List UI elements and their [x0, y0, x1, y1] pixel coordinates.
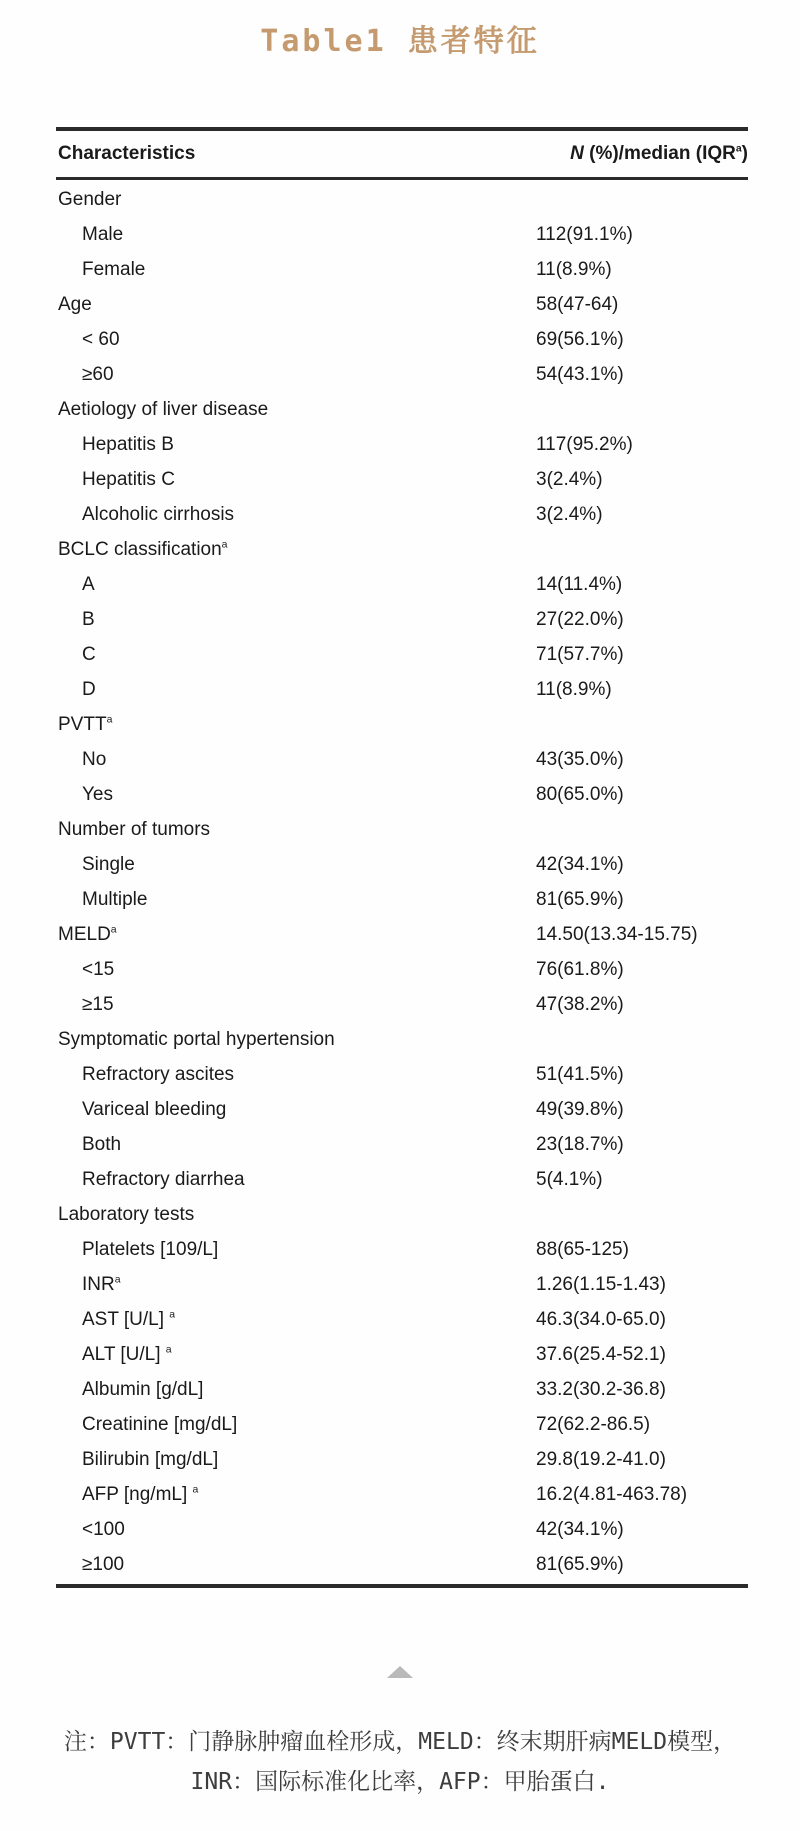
table-row — [56, 987, 748, 1022]
table-row — [56, 1022, 748, 1057]
table-row — [56, 1477, 748, 1512]
table-row — [56, 217, 748, 252]
table-row — [56, 1337, 748, 1372]
table-row — [56, 602, 748, 637]
row-superscript-a: a — [106, 714, 113, 726]
row-value: 42(34.1%) — [536, 853, 624, 875]
row-superscript-a: a — [169, 1309, 176, 1321]
row-label: Alcoholic cirrhosis — [82, 503, 235, 525]
row-label: Age — [58, 293, 92, 315]
row-value: 71(57.7%) — [536, 643, 624, 665]
row-label: ≥60 — [82, 363, 114, 385]
row-label: C — [82, 643, 96, 665]
row-value: 43(35.0%) — [536, 748, 624, 770]
row-value: 46.3(34.0-65.0) — [536, 1308, 666, 1330]
table-row — [56, 462, 748, 497]
header-value-column — [536, 143, 748, 165]
table-row — [56, 287, 748, 322]
row-label: BCLC classification$^a$ — [58, 538, 228, 560]
row-value: 54(43.1%) — [536, 363, 624, 385]
row-superscript-a: a — [192, 1484, 199, 1496]
row-label: Aetiology of liver disease — [58, 398, 269, 420]
row-label: AST [U/L] $^a$ — [82, 1308, 176, 1330]
row-value: 33.2(30.2-36.8) — [536, 1378, 666, 1400]
table-row — [56, 1407, 748, 1442]
row-value: 51(41.5%) — [536, 1063, 624, 1085]
row-value: 11(8.9%) — [536, 678, 612, 700]
row-label: < 60 — [82, 328, 120, 350]
row-value: 49(39.8%) — [536, 1098, 624, 1120]
table-row — [56, 1197, 748, 1232]
row-label: INR$^a$ — [82, 1273, 121, 1295]
table-row — [56, 847, 748, 882]
row-value: 14.50(13.34-15.75) — [536, 923, 698, 945]
row-label: Symptomatic portal hypertension — [58, 1028, 335, 1050]
table-row — [56, 1127, 748, 1162]
collapse-triangle-icon[interactable] — [387, 1666, 413, 1678]
row-label: ≥15 — [82, 993, 114, 1015]
row-value: 81(65.9%) — [536, 1553, 624, 1575]
row-label: A — [82, 573, 95, 595]
row-label: <15 — [82, 958, 115, 980]
row-label: Multiple — [82, 888, 148, 910]
table-row — [56, 392, 748, 427]
table-row — [56, 182, 748, 217]
table-row — [56, 252, 748, 287]
row-label: Creatinine [mg/dL] — [82, 1413, 238, 1435]
row-value: 11(8.9%) — [536, 258, 612, 280]
row-value: 117(95.2%) — [536, 433, 633, 455]
row-label: Hepatitis C — [82, 468, 175, 490]
row-label: Refractory ascites — [82, 1063, 235, 1085]
header-close-paren: ) — [741, 143, 748, 164]
row-label: MELD$^a$ — [58, 923, 117, 945]
page-title: Table1 患者特征 — [260, 24, 540, 59]
row-value: 80(65.0%) — [536, 783, 624, 805]
row-value: 112(91.1%) — [536, 223, 633, 245]
characteristics-table — [56, 127, 748, 1588]
table-row — [56, 777, 748, 812]
table-row — [56, 812, 748, 847]
row-label: ALT [U/L] $^a$ — [82, 1343, 172, 1365]
table-row — [56, 1232, 748, 1267]
row-value: 72(62.2-86.5) — [536, 1413, 651, 1435]
row-value: 69(56.1%) — [536, 328, 624, 350]
row-label: AFP [ng/mL] $^a$ — [82, 1483, 199, 1505]
table-row — [56, 532, 748, 567]
row-label: Single — [82, 853, 135, 875]
row-label: Bilirubin [mg/dL] — [82, 1448, 219, 1470]
row-value: 16.2(4.81-463.78) — [536, 1483, 688, 1505]
row-label: Number of tumors — [58, 818, 211, 840]
row-label: Refractory diarrhea — [82, 1168, 245, 1190]
header-value-main: (%)/median (IQR — [583, 143, 736, 164]
row-value: 42(34.1%) — [536, 1518, 624, 1540]
row-value: 29.8(19.2-41.0) — [536, 1448, 666, 1470]
table-row — [56, 917, 748, 952]
table-row — [56, 1162, 748, 1197]
table-row — [56, 1092, 748, 1127]
header-superscript-a: a — [735, 143, 742, 155]
row-value: 23(18.7%) — [536, 1133, 624, 1155]
row-label: D — [82, 678, 96, 700]
table-row — [56, 882, 748, 917]
table-header — [56, 131, 748, 180]
row-label: Gender — [58, 188, 122, 210]
row-value: 27(22.0%) — [536, 608, 624, 630]
table-row — [56, 1547, 748, 1582]
row-label: Female — [82, 258, 146, 280]
table-row — [56, 742, 748, 777]
table-row — [56, 357, 748, 392]
row-value: 3(2.4%) — [536, 468, 603, 490]
row-value: 1.26(1.15-1.43) — [536, 1273, 666, 1295]
table-row — [56, 672, 748, 707]
row-superscript-a: a — [165, 1344, 172, 1356]
footnote — [0, 1722, 800, 1802]
row-value: 76(61.8%) — [536, 958, 624, 980]
row-value: 3(2.4%) — [536, 503, 603, 525]
row-superscript-a: a — [110, 924, 117, 936]
row-label: Platelets [109/L] — [82, 1238, 219, 1260]
table-row — [56, 1372, 748, 1407]
row-value: 14(11.4%) — [536, 573, 623, 595]
table-body — [56, 180, 748, 1584]
row-label: B — [82, 608, 95, 630]
table-row — [56, 1442, 748, 1477]
row-label: Albumin [g/dL] — [82, 1378, 204, 1400]
table-row — [56, 1057, 748, 1092]
row-label: Male — [82, 223, 124, 245]
row-value: 81(65.9%) — [536, 888, 624, 910]
table-row — [56, 952, 748, 987]
row-label: Laboratory tests — [58, 1203, 195, 1225]
table-row — [56, 637, 748, 672]
table-row — [56, 427, 748, 462]
header-characteristics: Characteristics — [58, 143, 196, 164]
table-row — [56, 1512, 748, 1547]
row-label: Both — [82, 1133, 122, 1155]
table-row — [56, 1302, 748, 1337]
row-label: Hepatitis B — [82, 433, 174, 455]
row-label: Yes — [82, 783, 113, 805]
footnote-line-2: INR：国际标准化比率，AFP：甲胎蛋白. — [190, 1769, 610, 1795]
footnote-line-1: 注：PVTT：门静脉肿瘤血栓形成，MELD：终末期肝病MELD模型， — [63, 1729, 737, 1755]
header-n-italic: N — [570, 143, 584, 164]
row-value: 47(38.2%) — [536, 993, 624, 1015]
row-label: Variceal bleeding — [82, 1098, 227, 1120]
row-value: 37.6(25.4-52.1) — [536, 1343, 666, 1365]
row-value: 5(4.1%) — [536, 1168, 603, 1190]
row-superscript-a: a — [114, 1274, 121, 1286]
row-superscript-a: a — [221, 539, 228, 551]
table-row — [56, 497, 748, 532]
table-row — [56, 707, 748, 742]
table-row — [56, 567, 748, 602]
row-label: ≥100 — [82, 1553, 125, 1575]
row-label: PVTT$^a$ — [58, 713, 113, 735]
row-value: 58(47-64) — [536, 293, 619, 315]
table-row — [56, 322, 748, 357]
table-row — [56, 1267, 748, 1302]
row-label: <100 — [82, 1518, 125, 1540]
row-label: No — [82, 748, 107, 770]
row-value: 88(65-125) — [536, 1238, 629, 1260]
